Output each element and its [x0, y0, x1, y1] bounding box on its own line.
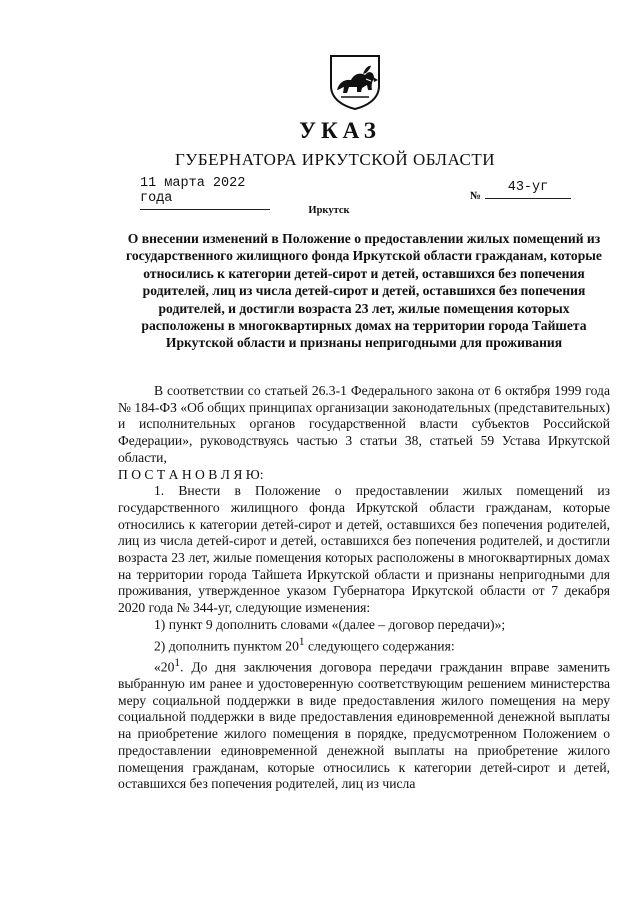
document-date: 11 марта 2022 года: [140, 176, 270, 210]
quote-text: . До дня заключения договора передачи гражданин вправе заменить выбранную им ранее и удостоверенную соответствующим решением министерства меру социальной поддержки в виде предоставления жилого помещения на меру социальной поддержки в виде предоставления единовременной денежной выплаты на приобретение жилого помещения в порядке, предусмотренном Положением о предоставлении единовременной денежной выплаты на приобретение жилого помещения гражданам, которые относились к категории детей-сирот и детей, оставшихся без попечения родителей, лиц из числа: [118, 659, 610, 792]
document-number: 43-уг: [485, 180, 571, 199]
decree-word: П О С Т А Н О В Л Я Ю:: [118, 466, 264, 482]
city: Иркутск: [308, 205, 350, 216]
document-type: УКАЗ: [299, 118, 381, 143]
sub-item-2-sup: 1: [298, 635, 305, 648]
item-1: 1. Внести в Положение о предоставлении жилых помещений из государственного жилищного фонда Иркутской области гражданам, которые относились к категории детей-сирот и детей, оставшихся без попечения родителей, лиц из числа детей-сирот и детей, оставшихся без попечения родителей, и достигли возраста 23 лет, жилые помещения которых расположены в многоквартирных домах на территории города Тайшета Иркутской области и признаны непригодными для проживания, утвержденное указом Губернатора Иркутской области от 7 декабря 2020 года № 344-уг, следующие изменения:: [118, 483, 610, 616]
issuer: ГУБЕРНАТОРА ИРКУТСКОЙ ОБЛАСТИ: [174, 150, 496, 169]
preamble: В соответствии со статьей 26.3-1 Федерального закона от 6 октября 1999 года № 184-ФЗ «Об общих принципах организации законодательных (представительных) и исполнительных органов государственной власти субъектов Российской Федерации», руководствуясь частью 3 статьи 38, статьей 59 Устава Иркутской области,: [118, 383, 610, 465]
sub-item-2: [118, 634, 610, 655]
document-body: [118, 383, 610, 793]
irkutsk-coat-of-arms-icon: [327, 52, 383, 110]
sub-item-1: 1) пункт 9 дополнить словами «(далее – договор передачи)»;: [154, 616, 506, 632]
quoted-paragraph: [118, 655, 610, 793]
quote-start: «20: [154, 659, 175, 675]
document-title: О внесении изменений в Положение о предоставлении жилых помещений из государственного жилищного фонда Иркутской области гражданам, которые относились к категории детей-сирот и детей, оставшихся без попечения родителей, лиц из числа детей-сирот и детей, оставшихся без попечения родителей, и достигли возраста 23 лет, жилые помещения которых расположены в многоквартирных домах на территории города Тайшета Иркутской области и признаны непригодными для проживания: [126, 231, 602, 351]
sub-item-2-text: 2) дополнить пунктом 20: [154, 638, 299, 654]
sub-item-2-tail: следующего содержания:: [304, 638, 455, 654]
quote-sup: 1: [174, 656, 181, 669]
number-sign: №: [470, 190, 482, 202]
